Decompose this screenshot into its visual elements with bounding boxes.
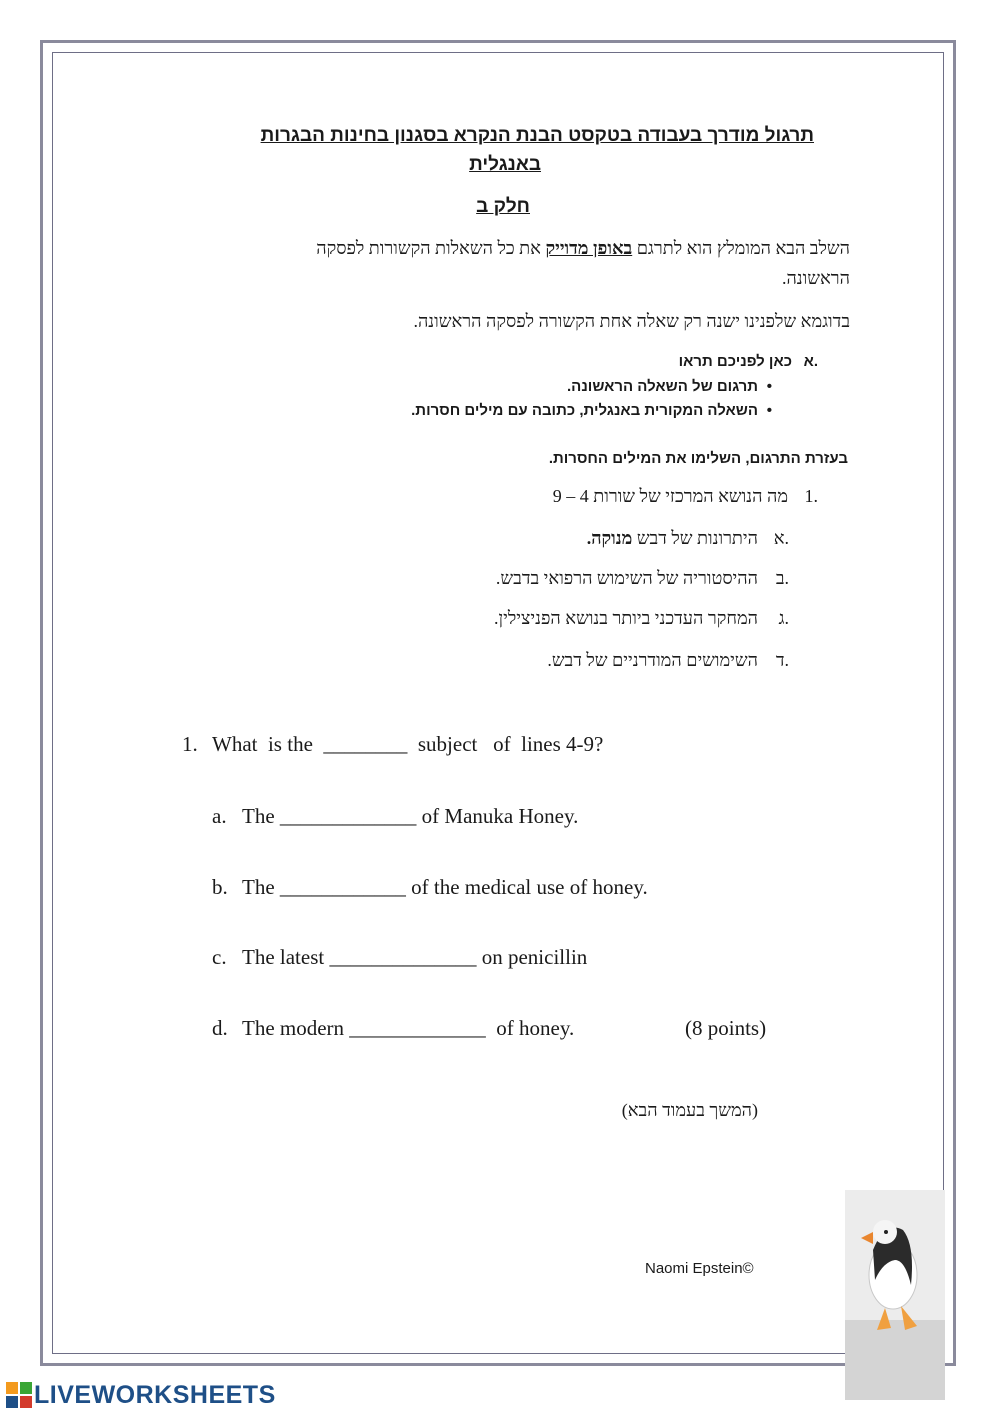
part-heading: חלק ב [476, 196, 530, 217]
logo-text: LIVEWORKSHEETS [34, 1380, 276, 1409]
english-question-number: 1. [182, 732, 198, 756]
english-option-letter: b. [212, 875, 228, 899]
instruction-text-a: השלב הבא המומלץ הוא לתרגם [632, 238, 850, 258]
bullet-glyph: • [766, 402, 772, 419]
english-option-letter: a. [212, 804, 227, 828]
english-option-letter: d. [212, 1016, 228, 1040]
worksheet-title-line1: תרגול מודרך בעבודה בטקסט הבנת הנקרא בסגנון בחינות הבגרות [260, 125, 814, 146]
hebrew-option-emphasis: מנוקה. [586, 528, 633, 548]
bullet-glyph: • [766, 378, 772, 395]
hebrew-option-c: המחקר העדכני ביותר בנושא הפניצילין. [494, 608, 758, 628]
points-label: (8 points) [685, 1016, 767, 1040]
instruction-text-b: את כל השאלות הקשורות לפסקה [316, 238, 546, 258]
hebrew-option-d: השימושים המודרניים של דבש. [547, 650, 758, 670]
english-option-d: The modern _____________ of honey. [242, 1016, 575, 1040]
instruction-paragraph-1-line2: הראשונה. [781, 268, 850, 288]
hebrew-option-letter: .ב [775, 568, 789, 588]
hebrew-question-text: מה הנושא המרכזי של שורות 4 – 9 [552, 486, 788, 506]
hebrew-option-letter: .ג [778, 608, 789, 628]
hebrew-option-letter: .ד [775, 650, 789, 670]
bullet-item: תרגום של השאלה הראשונה. [567, 378, 758, 395]
english-option-c: The latest ______________ on penicillin [242, 945, 588, 969]
liveworksheets-logo[interactable] [6, 1380, 276, 1410]
bullet-item: השאלה המקורית באנגלית, כתובה עם מילים חסרות. [411, 402, 758, 419]
instruction-paragraph-1 [316, 238, 850, 259]
copyright: Naomi Epstein© [645, 1260, 754, 1277]
hebrew-option-letter: .א [773, 528, 789, 548]
worksheet-title-line2: באנגלית [469, 154, 541, 175]
hebrew-question-number: .1 [804, 486, 818, 506]
puffin-image [845, 1190, 945, 1400]
english-option-b: The ____________ of the medical use of honey. [242, 875, 648, 899]
english-option-a: The _____________ of Manuka Honey. [242, 804, 579, 828]
list-title: כאן לפניכם תראו [678, 353, 792, 370]
instruction-paragraph-2: בדוגמא שלפנינו ישנה רק שאלה אחת הקשורה לפסקה הראשונה. [413, 311, 850, 331]
continued-note: (המשך בעמוד הבא) [621, 1100, 758, 1120]
english-question-text: What is the ________ subject of lines 4-9? [212, 732, 604, 756]
hebrew-option-text: היתרונות של דבש [632, 528, 758, 548]
task-instruction: בעזרת התרגום, השלימו את המילים החסרות. [548, 450, 848, 467]
list-marker: .א [803, 353, 818, 370]
logo-grid-icon [6, 1382, 32, 1408]
hebrew-option-b: ההיסטוריה של השימוש הרפואי בדבש. [495, 568, 758, 588]
instruction-emphasis: באופן מדוייק [545, 238, 633, 258]
hebrew-option-a [587, 528, 758, 549]
english-option-letter: c. [212, 945, 227, 969]
